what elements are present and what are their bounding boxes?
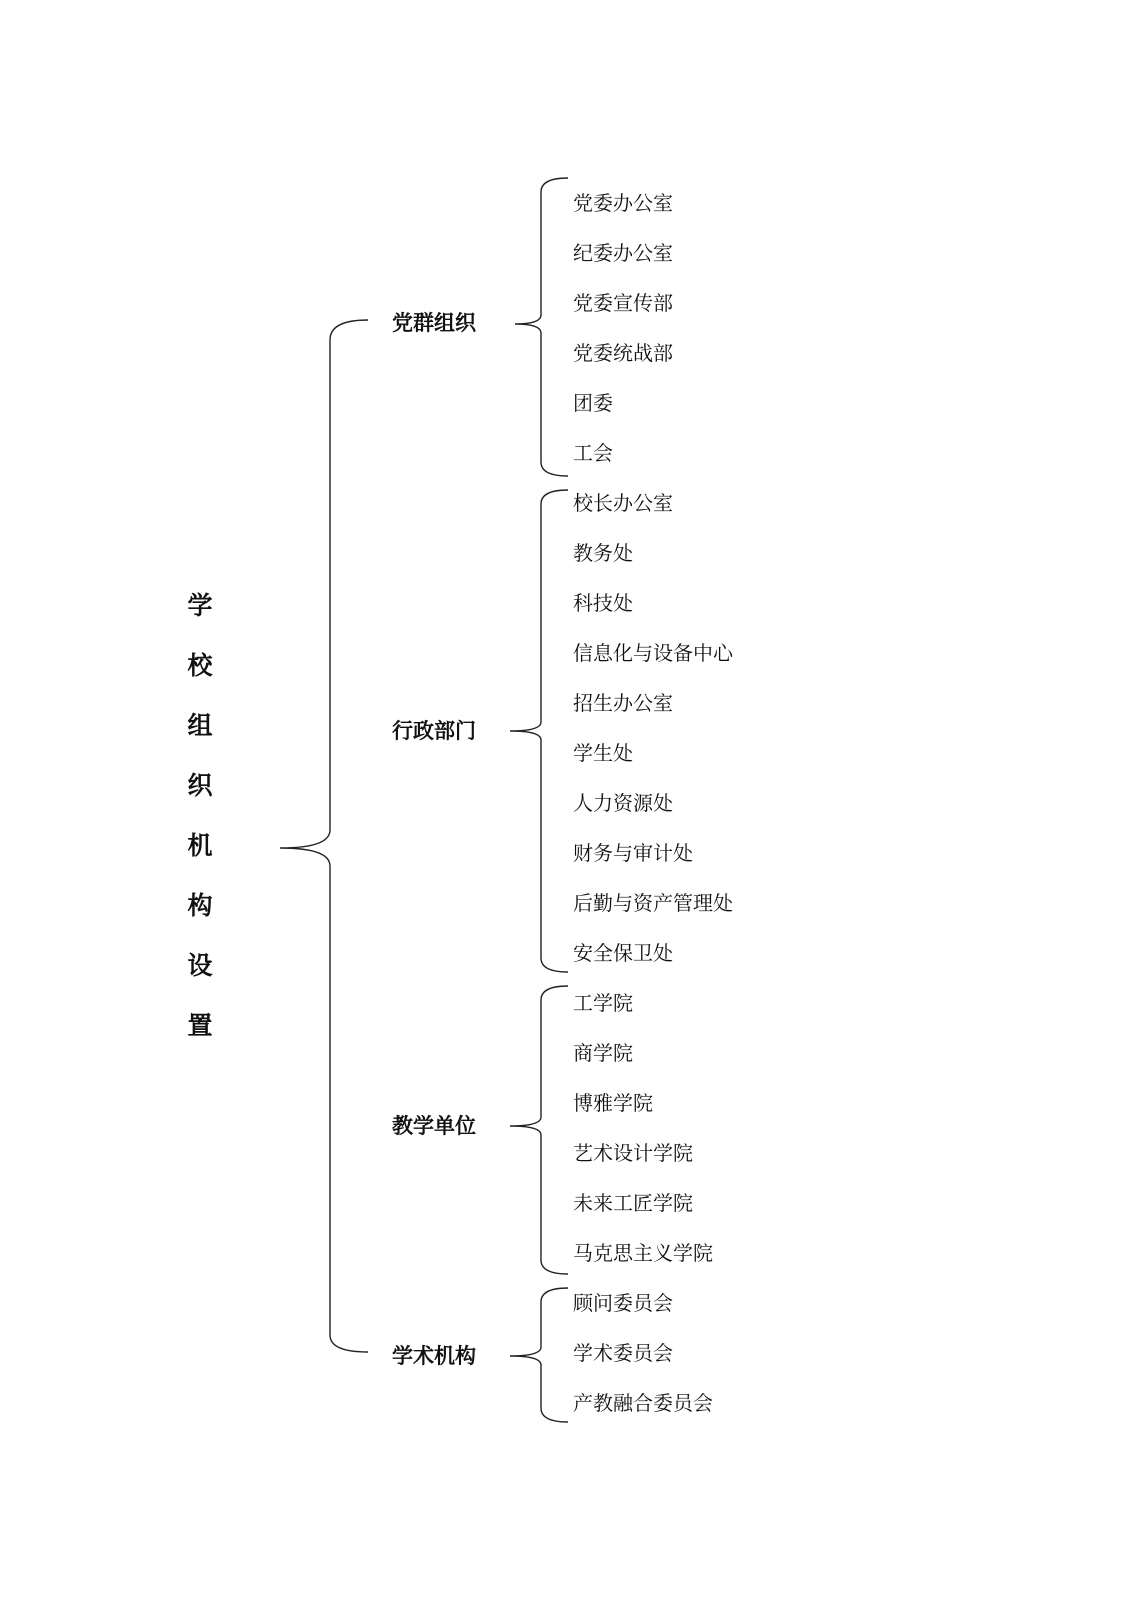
root-char: 置 <box>187 1011 213 1040</box>
root-char: 校 <box>187 651 213 680</box>
list-item: 艺术设计学院 <box>573 1141 693 1165</box>
category-label-academic: 学术机构 <box>392 1344 476 1368</box>
list-item: 纪委办公室 <box>573 241 673 265</box>
list-item: 财务与审计处 <box>573 841 693 865</box>
list-item: 教务处 <box>573 541 633 565</box>
root-char: 织 <box>187 771 213 800</box>
list-item: 顾问委员会 <box>573 1291 673 1315</box>
brace-party <box>515 178 568 476</box>
category-label-admin: 行政部门 <box>392 719 476 743</box>
list-item: 工会 <box>573 441 613 465</box>
root-char: 设 <box>187 951 213 980</box>
list-item: 科技处 <box>573 591 633 615</box>
list-item: 产教融合委员会 <box>573 1391 713 1415</box>
root-char: 组 <box>187 711 213 740</box>
list-item: 人力资源处 <box>573 791 673 815</box>
list-item: 学生处 <box>573 741 633 765</box>
list-item: 党委统战部 <box>573 341 673 365</box>
root-char: 机 <box>187 831 213 860</box>
list-item: 马克思主义学院 <box>573 1241 713 1265</box>
brace-academic <box>510 1288 568 1422</box>
list-item: 工学院 <box>573 991 633 1015</box>
list-item: 校长办公室 <box>573 491 673 515</box>
root-char: 学 <box>187 591 213 620</box>
root-brace <box>280 320 368 1352</box>
list-item: 招生办公室 <box>573 691 673 715</box>
list-item: 博雅学院 <box>573 1091 653 1115</box>
category-label-party: 党群组织 <box>392 311 476 335</box>
brace-admin <box>510 490 568 972</box>
root-char: 构 <box>187 891 213 920</box>
list-item: 党委宣传部 <box>573 291 673 315</box>
list-item: 信息化与设备中心 <box>573 641 733 665</box>
list-item: 安全保卫处 <box>573 941 673 965</box>
brace-teaching <box>510 986 568 1274</box>
list-item: 团委 <box>573 391 613 415</box>
list-item: 商学院 <box>573 1041 633 1065</box>
list-item: 党委办公室 <box>573 191 673 215</box>
category-label-teaching: 教学单位 <box>392 1114 476 1138</box>
list-item: 未来工匠学院 <box>573 1191 693 1215</box>
list-item: 学术委员会 <box>573 1341 673 1365</box>
list-item: 后勤与资产管理处 <box>573 891 733 915</box>
